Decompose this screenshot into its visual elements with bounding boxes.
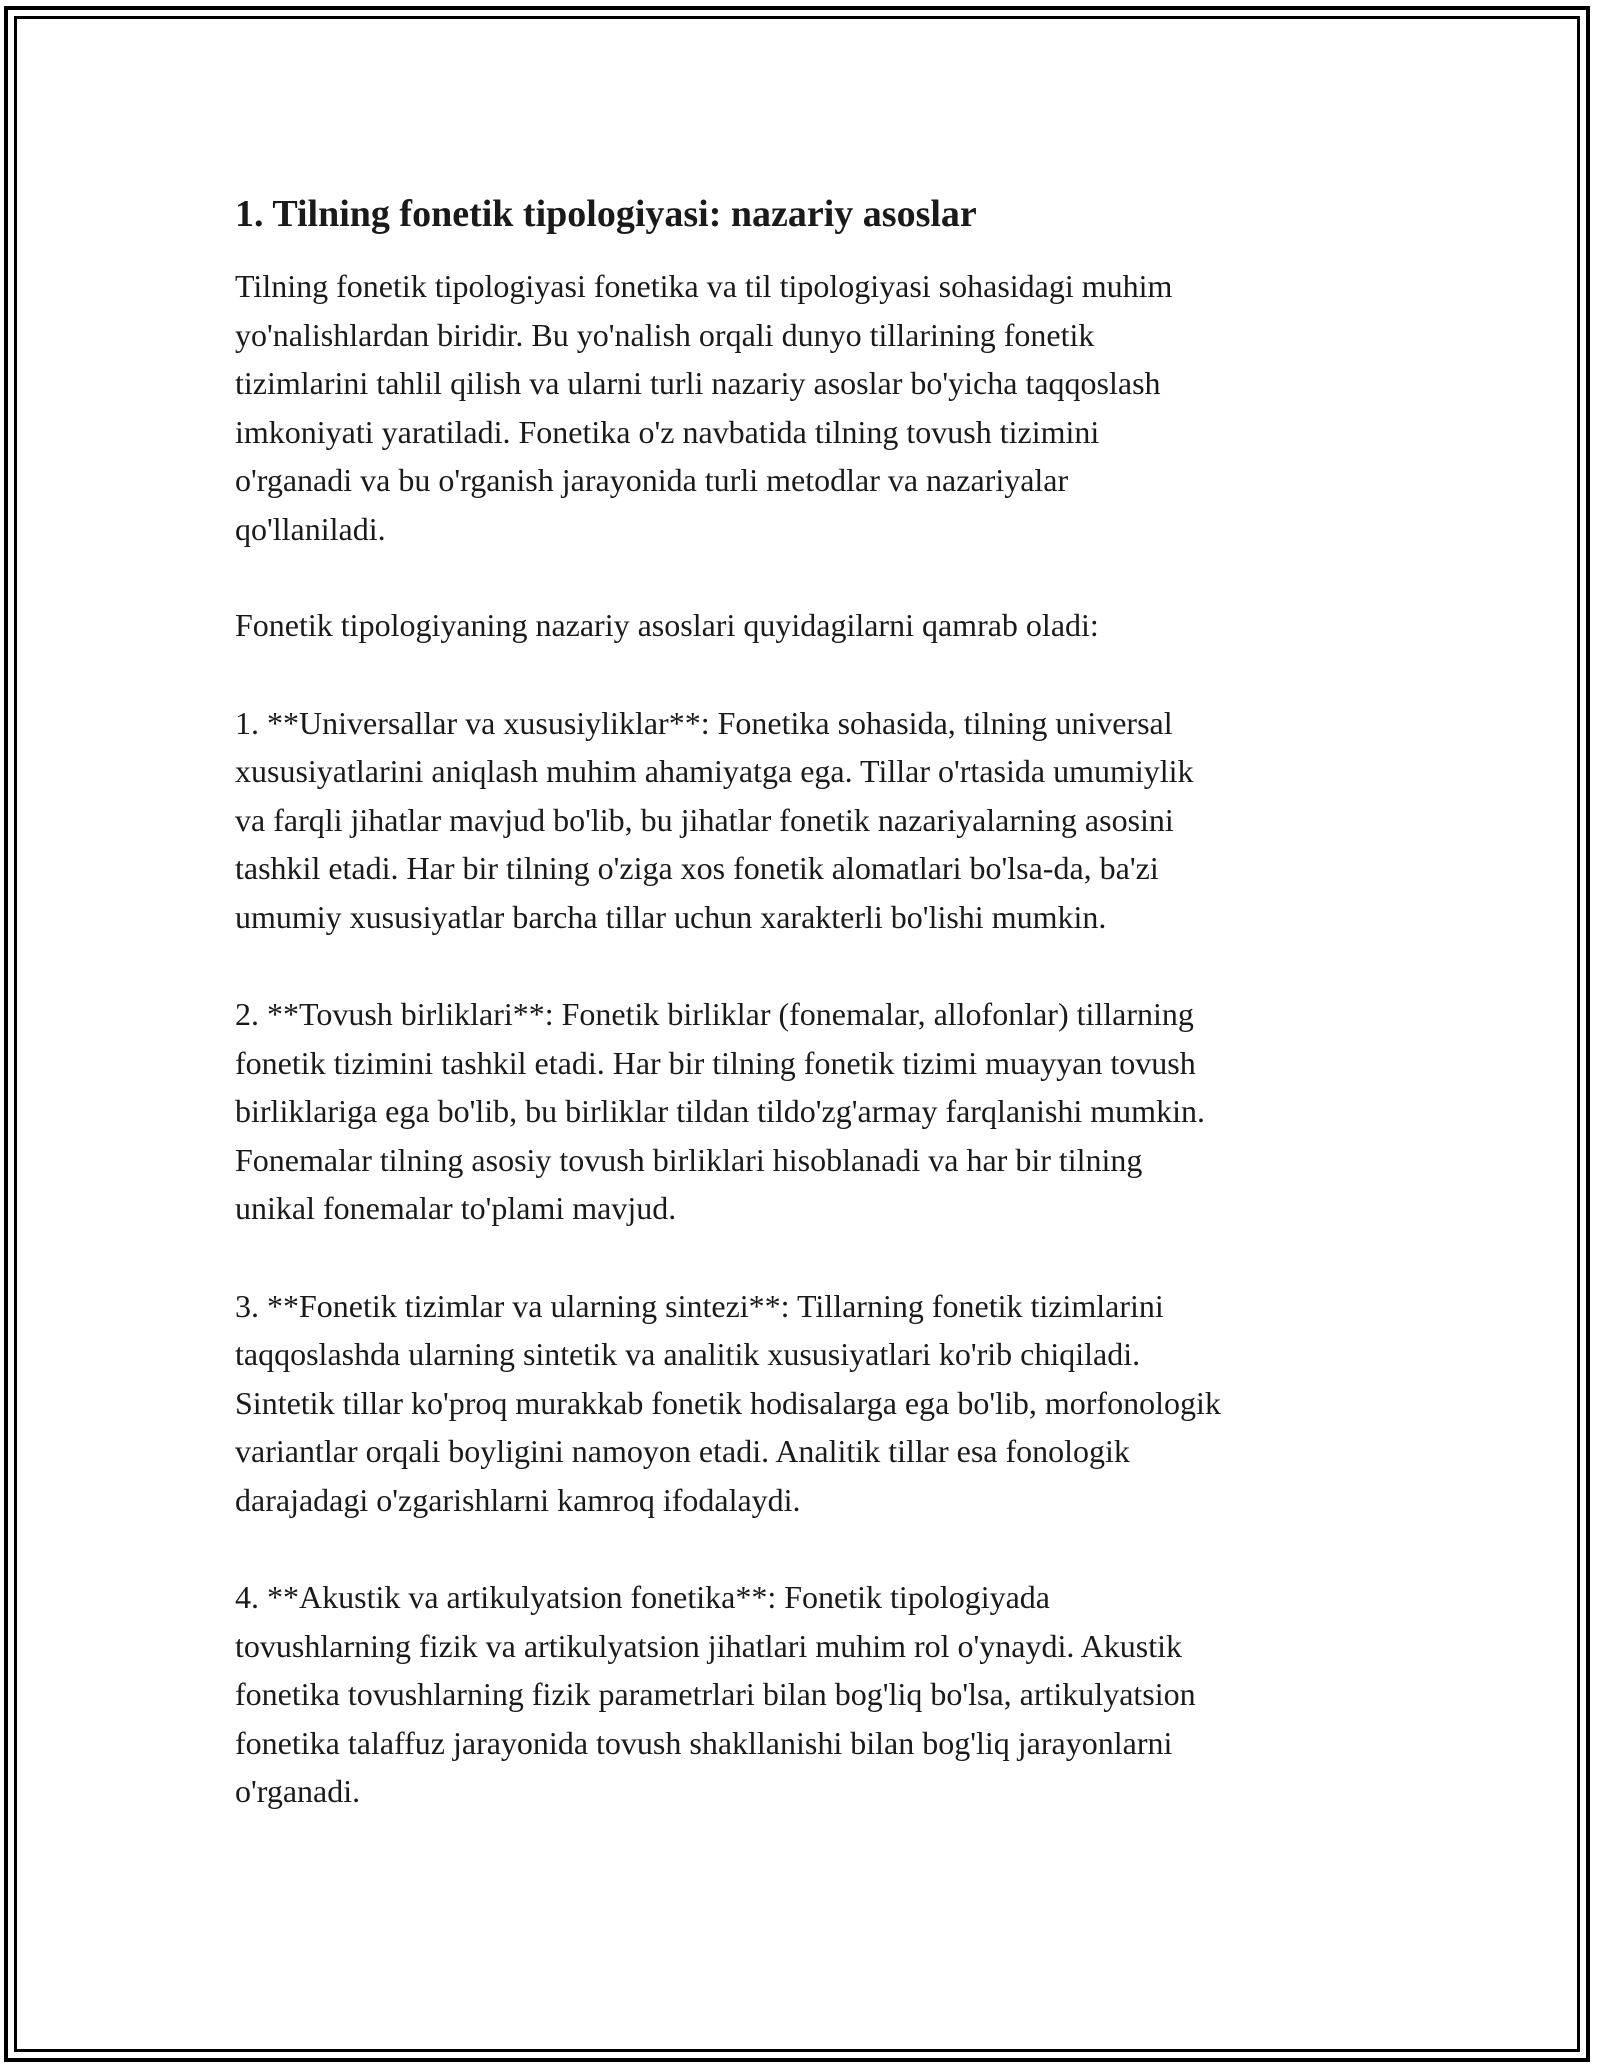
document-body	[235, 188, 1375, 1816]
list-item-phonetic-systems: 3. **Fonetik tizimlar va ularning sintezi**: Tillarning fonetik tizimlarini taqqoslashda ularning sintetik va analitik xususiyatlari ko'rib chiqiladi. Sintetik tillar ko'proq murakkab fonetik hodisalarga ega bo'lib, morfonologik variantlar orqali boyligini namoyon etadi. Analitik tillar esa fonologik darajadagi o'zgarishlarni kamroq ifodalaydi.	[235, 1287, 1221, 1518]
list-item-acoustic-articulatory: 4. **Akustik va artikulyatsion fonetika**: Fonetik tipologiyada tovushlarning fizik va artikulyatsion jihatlari muhim rol o'ynaydi. Akustik fonetika tovushlarning fizik parametrlari bilan bog'liq bo'lsa, artikulyatsion fonetika talaffuz jarayonida tovush shakllanishi bilan bog'liq jarayonlarni o'rganadi.	[235, 1579, 1196, 1809]
list-item-universals: 1. **Universallar va xususiyliklar**: Fonetika sohasida, tilning universal xususiyatlarini aniqlash muhim ahamiyatga ega. Tillar o'rtasida umumiylik va farqli jihatlar mavjud bo'lib, bu jihatlar fonetik nazariyalarning asosini tashkil etadi. Har bir tilning o'ziga xos fonetik alomatlari bo'lsa-da, ba'zi umumiy xususiyatlar barcha tillar uchun xarakterli bo'lishi mumkin.	[235, 704, 1194, 935]
intro-paragraph: Tilning fonetik tipologiyasi fonetika va til tipologiyasi sohasidagi muhim yo'nalishlardan biridir. Bu yo'nalish orqali dunyo tillarining fonetik tizimlarini tahlil qilish va ularni turli nazariy asoslar bo'yicha taqqoslash imkoniyati yaratiladi. Fonetika o'z navbatida tilning tovush tizimini o'rganadi va bu o'rganish jarayonida turli metodlar va nazariyalar qo'llaniladi.	[235, 268, 1173, 547]
list-item-sound-units: 2. **Tovush birliklari**: Fonetik birliklar (fonemalar, allofonlar) tillarning fonetik tizimini tashkil etadi. Har bir tilning fonetik tizimi muayyan tovush birliklariga ega bo'lib, bu birliklar tildan tildo'zg'armay farqlanishi mumkin. Fonemalar tilning asosiy tovush birliklari hisoblanadi va har bir tilning unikal fonemalar to'plami mavjud.	[235, 996, 1205, 1226]
section-heading: 1. Tilning fonetik tipologiyasi: nazariy asoslar	[235, 193, 977, 235]
lead-paragraph: Fonetik tipologiyaning nazariy asoslari quyidagilarni qamrab oladi:	[235, 607, 1099, 643]
